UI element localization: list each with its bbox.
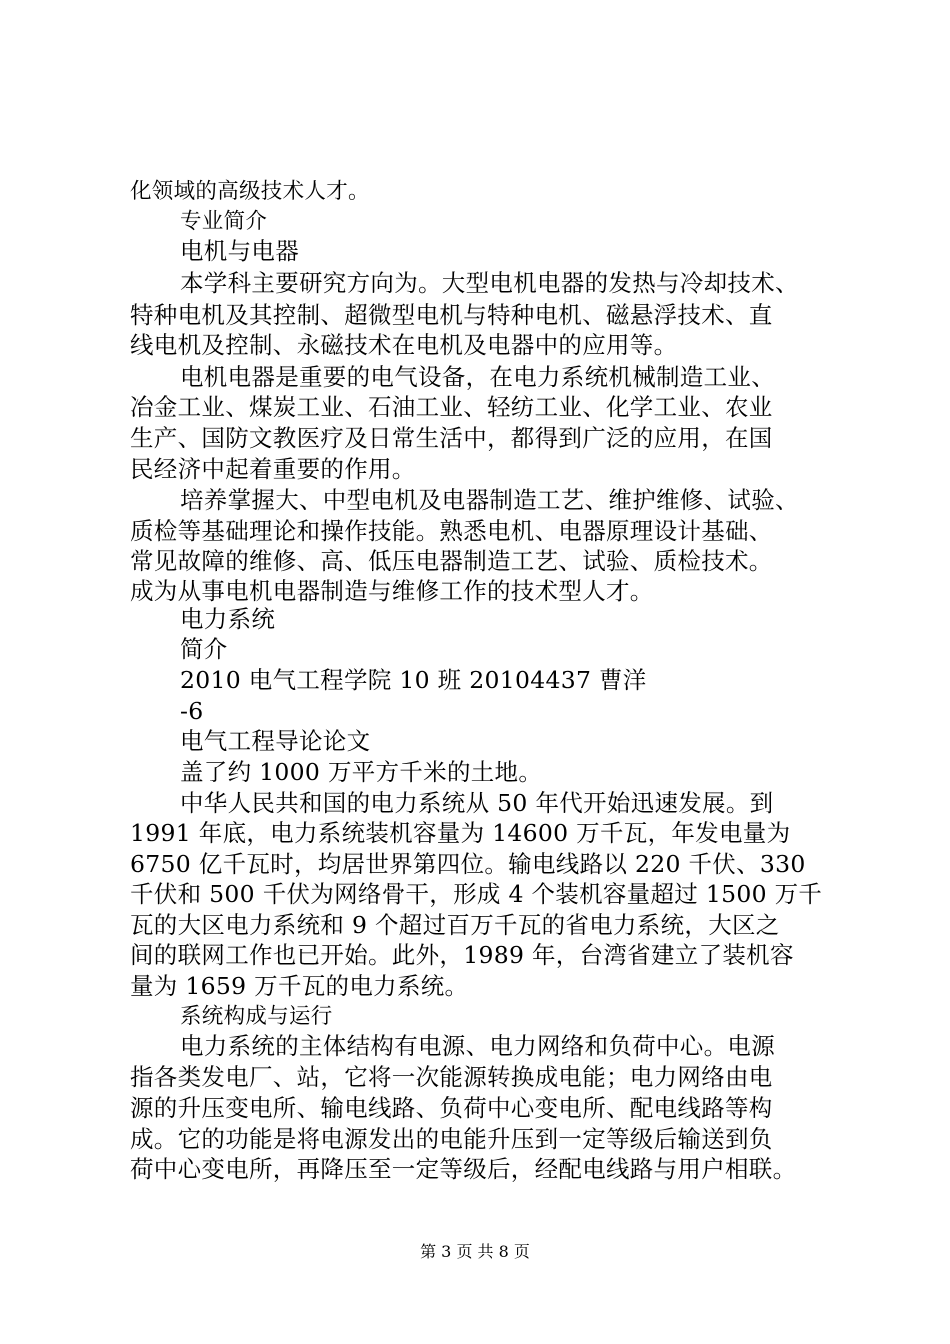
paragraph-line: 瓦的大区电力系统和 9 个超过百万千瓦的省电力系统，大区之 xyxy=(130,911,780,939)
paragraph-line: 千伏和 500 千伏为网络骨干，形成 4 个装机容量超过 1500 万千 xyxy=(130,880,823,908)
paragraph-line: 特种电机及其控制、超微型电机与特种电机、磁悬浮技术、直 xyxy=(130,301,773,329)
section-heading: 系统构成与运行 xyxy=(180,1004,333,1029)
paragraph-line: 冶金工业、煤炭工业、石油工业、轻纺工业、化学工业、农业 xyxy=(130,393,773,421)
paragraph-line: 线电机及控制、永磁技术在电机及电器中的应用等。 xyxy=(130,331,678,359)
paragraph-line: 质检等基础理论和操作技能。熟悉电机、电器原理设计基础、 xyxy=(130,517,773,545)
paragraph-line: 生产、国防文教医疗及日常生活中，都得到广泛的应用，在国 xyxy=(130,424,773,452)
paragraph-line: 培养掌握大、中型电机及电器制造工艺、维护维修、试验、 xyxy=(180,486,799,514)
paragraph-line: 成。它的功能是将电源发出的电能升压到一定等级后输送到负 xyxy=(130,1125,773,1153)
section-heading: 电力系统 xyxy=(180,605,276,633)
paragraph-line: 中华人民共和国的电力系统从 50 年代开始迅速发展。到 xyxy=(180,789,774,817)
paragraph-line: 1991 年底，电力系统装机容量为 14600 万千瓦，年发电量为 xyxy=(130,819,791,847)
paragraph-line: 盖了约 1000 万平方千米的土地。 xyxy=(180,758,543,786)
paragraph-line: 量为 1659 万千瓦的电力系统。 xyxy=(130,972,469,1000)
section-heading: 简介 xyxy=(180,635,228,663)
section-heading: 专业简介 xyxy=(180,209,268,234)
header-note: 2010 电气工程学院 10 班 20104437 曹洋 xyxy=(180,666,647,694)
section-heading: 电机与电器 xyxy=(180,237,299,265)
text-line: 化领域的高级技术人才。 xyxy=(130,179,370,204)
paragraph-line: 成为从事电机电器制造与维修工作的技术型人才。 xyxy=(130,577,654,605)
header-note: -6 xyxy=(180,697,204,725)
paragraph-line: 间的联网工作也已开始。此外，1989 年，台湾省建立了装机容 xyxy=(130,941,794,969)
paragraph-line: 电力系统的主体结构有电源、电力网络和负荷中心。电源 xyxy=(180,1032,775,1060)
paragraph-line: 民经济中起着重要的作用。 xyxy=(130,455,416,483)
header-note: 电气工程导论论文 xyxy=(180,727,371,755)
paragraph-line: 源的升压变电所、输电线路、负荷中心变电所、配电线路等构 xyxy=(130,1094,773,1122)
paragraph-line: 6750 亿千瓦时，均居世界第四位。输电线路以 220 千伏、330 xyxy=(130,850,806,878)
paragraph-line: 常见故障的维修、高、低压电器制造工艺、试验、质检技术。 xyxy=(130,547,773,575)
paragraph-line: 电机电器是重要的电气设备，在电力系统机械制造工业、 xyxy=(180,363,775,391)
paragraph-line: 荷中心变电所，再降压至一定等级后，经配电线路与用户相联。 xyxy=(130,1155,797,1183)
page-number-footer: 第 3 页 共 8 页 xyxy=(420,1242,530,1261)
paragraph-line: 指各类发电厂、站，它将一次能源转换成电能；电力网络由电 xyxy=(130,1063,773,1091)
paragraph-line: 本学科主要研究方向为。大型电机电器的发热与冷却技术、 xyxy=(180,269,799,297)
